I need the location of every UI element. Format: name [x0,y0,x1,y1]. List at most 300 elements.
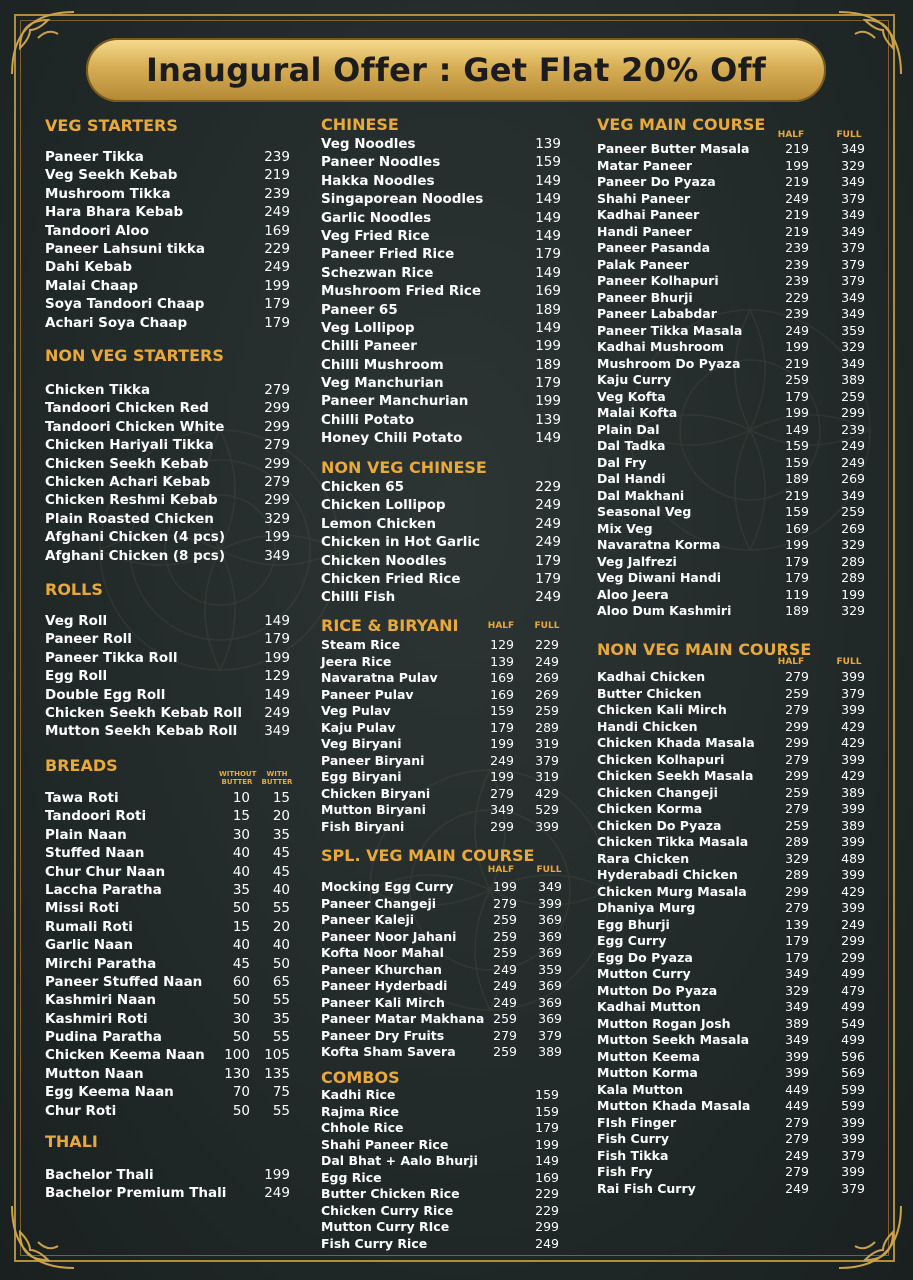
menu-item-price: 249 [535,497,561,514]
menu-item-price-full: 299 [841,405,865,420]
menu-item-price: 199 [535,338,561,355]
menu-item-name: Veg Roll [45,613,108,629]
menu-item [321,319,561,337]
menu-item [321,153,561,171]
menu-item-name: Chur Roti [45,1102,117,1119]
menu-item-price-half: 239 [785,273,809,288]
menu-item [597,306,867,323]
menu-item [321,190,561,208]
menu-item-price-full: 40 [272,881,290,898]
menu-item-name: Honey Chili Potato [321,430,463,447]
menu-item-name: Mutton Curry [597,966,691,981]
section-title: THALI [45,1132,98,1151]
menu-item-price-half: 119 [785,586,809,602]
menu-item-price: 159 [535,1087,559,1102]
menu-item-price-full: 135 [264,1065,290,1082]
menu-item-name: Lemon Chicken [321,515,436,532]
menu-item-name: Hyderabadi Chicken [597,867,738,882]
menu-item [597,917,867,934]
menu-item-price-half: 259 [493,1011,517,1026]
menu-item [597,1164,867,1181]
menu-item-name: Paneer Bhurji [597,289,693,305]
menu-item [45,686,290,704]
menu-item-price-full: 369 [538,945,562,960]
menu-item [597,207,867,224]
menu-item-price-full: 369 [538,994,562,1010]
menu-item-price-half: 279 [493,895,517,911]
menu-item-name: Mutton Naan [45,1065,144,1082]
section-veg-starters [45,116,290,331]
menu-item [45,314,290,332]
menu-item-price-full: 249 [535,653,559,669]
menu-item-price-full: 389 [538,1044,562,1059]
menu-item-price-half: 199 [785,339,809,354]
menu-item [597,389,867,406]
menu-item [321,245,561,263]
menu-item [45,807,290,825]
menu-item-price-half: 279 [490,785,514,801]
menu-item-name: Dal Tadka [597,438,666,453]
menu-item-price-full: 15 [272,790,290,806]
menu-item-price: 229 [535,1186,559,1201]
menu-item [597,339,867,356]
menu-item-name: Veg Diwani Handi [597,570,721,585]
menu-item-price-full: 479 [841,982,865,998]
menu-item-name: Fish Fry [597,1164,653,1179]
menu-item-name: Bachelor Premium Thali [45,1185,227,1202]
menu-item [45,418,290,436]
menu-item [321,978,561,995]
menu-item-name: Chilli Fish [321,589,396,606]
menu-item-name: Paneer Lababdar [597,306,717,321]
menu-item [45,973,290,991]
menu-item-name: Jeera Rice [321,653,392,669]
menu-item [321,588,561,606]
menu-item-price-half: 219 [785,174,809,189]
menu-item [597,1016,867,1033]
menu-item [321,670,561,687]
menu-item-name: Chicken Hariyali Tikka [45,437,214,454]
menu-item-price-full: 379 [538,1027,562,1043]
menu-item-price-full: 55 [272,992,290,1009]
menu-item-name: Veg Lollipop [321,319,415,336]
menu-item-name: Butter Chicken Rice [321,1186,460,1201]
menu-item [321,753,561,770]
menu-item-name: Kala Mutton [597,1081,683,1097]
menu-item-price-half: 169 [490,686,514,702]
menu-item-price: 149 [535,172,561,189]
menu-item [45,1184,290,1202]
menu-item-price-half: 179 [785,949,809,965]
menu-item-price-full: 399 [841,1114,865,1130]
menu-item-name: Chicken Reshmi Kebab [45,492,218,509]
menu-item-name: Chur Chur Naan [45,863,166,880]
menu-item-price-full: 379 [841,190,865,206]
menu-item-name: Paneer Hyderbadi [321,978,448,993]
menu-item-price: 299 [264,418,290,435]
menu-item-name: Paneer 65 [321,301,398,318]
menu-item-price-full: 35 [272,1010,290,1027]
menu-item-price-full: 20 [272,808,290,825]
menu-item-price-full: 349 [841,306,865,321]
menu-item-name: Stuffed Naan [45,845,145,862]
menu-item-price-half: 50 [232,1102,250,1119]
menu-item-price-half: 279 [785,1164,809,1179]
menu-item-price-full: 499 [841,1032,865,1047]
menu-item-name: Chicken Tikka Masala [597,834,749,849]
menu-item-price-full: 249 [841,438,865,453]
menu-item [45,844,290,862]
menu-item-price-half: 60 [232,973,250,990]
menu-item [45,1065,290,1083]
menu-item-price-full: 369 [538,928,562,944]
menu-item-name: Mirchi Paratha [45,955,157,972]
menu-item [321,929,561,946]
menu-item-name: Chicken Biryani [321,785,431,801]
menu-item-name: Soya Tandoori Chaap [45,296,205,313]
menu-item-price-full: 259 [535,703,559,718]
menu-item-name: Kadhai Paneer [597,207,700,222]
menu-item-price-half: 179 [785,388,809,404]
menu-item-name: Mutton Do Pyaza [597,982,718,998]
menu-item-price-full: 379 [841,256,865,272]
menu-item [45,955,290,973]
menu-item-price: 149 [264,686,290,703]
section-non-veg-starters [45,346,290,564]
menu-item-name: Dal Bhat + Aalo Bhurji [321,1153,478,1168]
menu-item-price-half: 259 [493,928,517,944]
menu-item-price-full: 319 [535,736,559,751]
menu-item-price-half: 219 [785,141,809,156]
menu-item [321,1186,561,1203]
menu-item-price: 199 [264,649,290,666]
menu-item-price: 249 [264,1185,290,1202]
menu-item [597,521,867,538]
menu-item-name: Steam Rice [321,637,401,652]
menu-item-price-full: 529 [535,802,559,817]
menu-item-price-full: 399 [841,702,865,717]
menu-item-name: Paneer Tikka Roll [45,649,178,666]
menu-item-name: Mocking Egg Curry [321,879,454,894]
menu-item-price-half: 329 [785,982,809,998]
menu-item-price-full: 369 [538,1011,562,1026]
menu-item [321,552,561,570]
menu-item-name: Paneer Pulav [321,686,414,702]
menu-item [45,399,290,417]
menu-item-price: 249 [264,704,290,721]
menu-item-name: Malai Chaap [45,277,139,294]
menu-item [597,438,867,455]
menu-item-price: 199 [264,529,290,546]
menu-item-name: Tandoori Chicken White [45,418,225,435]
menu-item-price-full: 399 [841,1164,865,1179]
menu-item-name: Veg Manchurian [321,375,444,392]
menu-item-name: Kashmiri Roti [45,1010,148,1027]
menu-item-price-full: 329 [841,603,865,618]
menu-items-list [45,789,290,1120]
menu-item [597,257,867,274]
menu-item [321,1203,561,1220]
menu-item-name: Veg Jalfrezi [597,553,677,569]
menu-item [597,1131,867,1148]
menu-item [45,148,290,166]
menu-item-name: Laccha Paratha [45,881,162,898]
menu-item-name: Egg Bhurji [597,916,670,932]
menu-item-price-full: 349 [841,223,865,239]
menu-item [321,637,561,654]
menu-item-price-full: 379 [841,1147,865,1163]
menu-item-name: Egg Keema Naan [45,1084,174,1101]
menu-item-name: Egg Do Pyaza [597,949,693,965]
menu-item-name: Kofta Sham Savera [321,1044,456,1059]
menu-item-name: Dal Makhani [597,487,685,503]
menu-item-price-half: 159 [785,504,809,519]
menu-item [321,337,561,355]
menu-item [321,1044,561,1061]
menu-item-name: Tandoori Roti [45,808,147,825]
menu-item-price: 149 [535,430,561,447]
menu-item [321,945,561,962]
menu-item-name: Palak Paneer [597,256,689,272]
menu-item-price-half: 35 [232,881,250,898]
menu-item [321,135,561,153]
menu-item-price-full: 269 [535,686,559,702]
menu-item-price-full: 299 [841,949,865,965]
menu-item-name: Chicken Curry Rice [321,1202,454,1218]
menu-item-price: 249 [264,204,290,221]
section-title: NON VEG CHINESE [321,458,487,477]
menu-item-price-full: 399 [538,895,562,911]
menu-item-price-full: 399 [535,818,559,834]
menu-item-name: Aloo Jeera [597,586,669,602]
menu-item-name: Paneer Matar Makhana [321,1011,485,1026]
menu-item [321,1236,561,1253]
menu-item-name: Afghani Chicken (4 pcs) [45,529,226,546]
menu-item-name: Rajma Rice [321,1103,399,1119]
menu-item-name: Dhaniya Murg [597,900,696,915]
menu-item-price: 199 [264,1167,290,1183]
menu-item-price-full: 429 [841,883,865,899]
menu-item-price: 149 [535,209,561,226]
menu-item-price-full: 105 [264,1047,290,1064]
menu-item-price-full: 50 [272,955,290,972]
menu-item-name: Paneer Stuffed Naan [45,973,203,990]
menu-item-price-full: 45 [272,845,290,862]
menu-item [321,1028,561,1045]
menu-item [321,654,561,671]
menu-item-name: Tandoori Chicken Red [45,400,209,417]
menu-item-name: Kofta Noor Mahal [321,945,444,960]
menu-item-price-full: 229 [535,637,559,652]
menu-item-price: 129 [264,668,290,685]
menu-item [45,991,290,1009]
menu-item-price-full: 55 [272,900,290,917]
menu-item-price: 139 [535,136,561,152]
menu-item [321,786,561,803]
menu-item-name: Egg Curry [597,933,667,948]
menu-item [321,769,561,786]
menu-item-price-half: 279 [785,801,809,816]
menu-item-price-half: 189 [785,471,809,486]
menu-item-name: Chilli Potato [321,411,415,428]
menu-item [597,669,867,686]
menu-item-name: Paneer Dry Fruits [321,1027,445,1043]
menu-item [45,436,290,454]
menu-item-name: Mutton Seekh Kebab Roll [45,723,238,740]
menu-item-price-half: 279 [785,669,809,684]
offer-banner [86,38,826,102]
menu-item-price-half: 279 [493,1027,517,1043]
menu-item-name: Chicken Khada Masala [597,735,755,750]
menu-item [321,282,561,300]
menu-item-name: Chicken Lollipop [321,497,446,514]
menu-item [45,667,290,685]
menu-items-list [45,612,290,741]
menu-item-price-half: 199 [490,769,514,784]
menu-item-name: Mutton Biryani [321,802,426,817]
menu-item-price-half: 239 [785,306,809,321]
menu-item [321,720,561,737]
menu-item-price-half: 249 [493,978,517,993]
menu-item-name: Navaratna Korma [597,537,721,552]
menu-item-name: Paneer Do Pyaza [597,174,716,189]
menu-item [597,405,867,422]
menu-item-price-full: 549 [841,1015,865,1031]
menu-item [321,264,561,282]
menu-item-price-full: 359 [538,961,562,977]
menu-item-price: 169 [535,283,561,300]
menu-item-price-full: 289 [535,719,559,735]
menu-item [321,515,561,533]
menu-item-name: Fish Tikka [597,1147,669,1163]
offer-banner-text: Inaugural Offer : Get Flat 20% Off [145,51,767,89]
section-title: COMBOS [321,1068,400,1087]
menu-item [597,686,867,703]
section-non-veg-chinese [321,458,561,606]
menu-item [45,547,290,565]
menu-item [597,174,867,191]
menu-items-list [321,637,561,835]
menu-item-price-full: 399 [841,1131,865,1146]
menu-item-price-half: 279 [785,1131,809,1146]
menu-item-price-full: 389 [841,817,865,833]
menu-item-price-half: 349 [785,999,809,1014]
price-header-2: FULL [836,657,862,667]
menu-item-price-full: 35 [272,826,290,843]
section-title: SPL. VEG MAIN COURSE [321,846,535,865]
menu-item-price-half: 159 [785,438,809,453]
menu-item [45,918,290,936]
menu-item [597,801,867,818]
menu-item [45,863,290,881]
menu-item-price: 149 [264,613,290,629]
menu-item-name: Kadhai Mutton [597,999,701,1014]
menu-item [321,995,561,1012]
menu-item-price-full: 329 [841,537,865,552]
menu-item [321,227,561,245]
menu-item-name: Chicken 65 [321,479,405,495]
menu-item-price: 279 [264,473,290,490]
section-chinese [321,115,561,447]
section-rice-biryani [321,616,561,834]
menu-item-name: Chicken Do Pyaza [597,817,722,833]
menu-item-price-half: 299 [785,735,809,750]
menu-item [321,533,561,551]
price-header-2: FULL [836,130,862,140]
menu-item-price: 199 [535,393,561,410]
menu-item-name: Matar Paneer [597,157,693,173]
section-combos [321,1068,561,1251]
menu-item [321,1137,561,1154]
menu-item-price-full: 599 [841,1081,865,1097]
menu-item-name: Tawa Roti [45,790,119,806]
menu-item-price: 179 [264,631,290,648]
menu-item [321,478,561,496]
menu-item [597,752,867,769]
menu-item-price: 179 [535,375,561,392]
menu-item [321,896,561,913]
menu-item-price-full: 329 [841,157,865,173]
menu-item-name: Paneer Kaleji [321,912,415,927]
menu-item-price-full: 289 [841,570,865,585]
menu-item-name: Paneer Biryani [321,752,425,768]
menu-item [45,899,290,917]
menu-item-name: Paneer Noor Jahani [321,928,457,944]
menu-item-name: Kadhai Mushroom [597,339,725,354]
menu-item-price: 249 [535,589,561,606]
menu-item [45,1083,290,1101]
menu-item-name: Paneer Pasanda [597,240,711,255]
menu-item-name: Fish Curry [597,1131,670,1146]
price-header-1: HALF [777,130,805,140]
menu-item-price-half: 199 [785,157,809,173]
menu-item-price-full: 269 [535,670,559,685]
menu-item-price-half: 199 [490,736,514,751]
menu-item-price-half: 299 [490,818,514,834]
menu-item [597,785,867,802]
menu-item-name: Paneer Kolhapuri [597,273,719,288]
menu-item-price-half: 169 [785,520,809,536]
menu-item [321,819,561,836]
menu-item-name: Aloo Dum Kashmiri [597,603,732,618]
menu-item-name: Tandoori Aloo [45,222,150,239]
menu-item-name: Malai Kofta [597,405,678,420]
menu-item [597,455,867,472]
menu-item-price-half: 259 [493,912,517,927]
menu-item-price-half: 289 [785,867,809,882]
menu-item [597,504,867,521]
menu-item [321,356,561,374]
menu-item [45,258,290,276]
menu-item [597,554,867,571]
menu-item-price-full: 499 [841,999,865,1014]
menu-item [45,612,290,630]
menu-item-price-full: 65 [272,973,290,990]
menu-item-price-half: 279 [785,751,809,767]
menu-item-name: Paneer Khurchan [321,961,442,977]
menu-item-price: 149 [535,191,561,208]
menu-item-price-half: 139 [490,653,514,669]
menu-item-name: Garlic Noodles [321,209,432,226]
menu-item-price-full: 249 [841,916,865,932]
menu-item-price-half: 15 [232,808,250,825]
menu-item-name: Dahi Kebab [45,259,133,276]
menu-item-price-full: 259 [841,504,865,519]
section-title: CHINESE [321,115,399,134]
menu-item [321,411,561,429]
menu-item-price-full: 379 [841,273,865,288]
menu-item-name: Garlic Naan [45,937,133,954]
